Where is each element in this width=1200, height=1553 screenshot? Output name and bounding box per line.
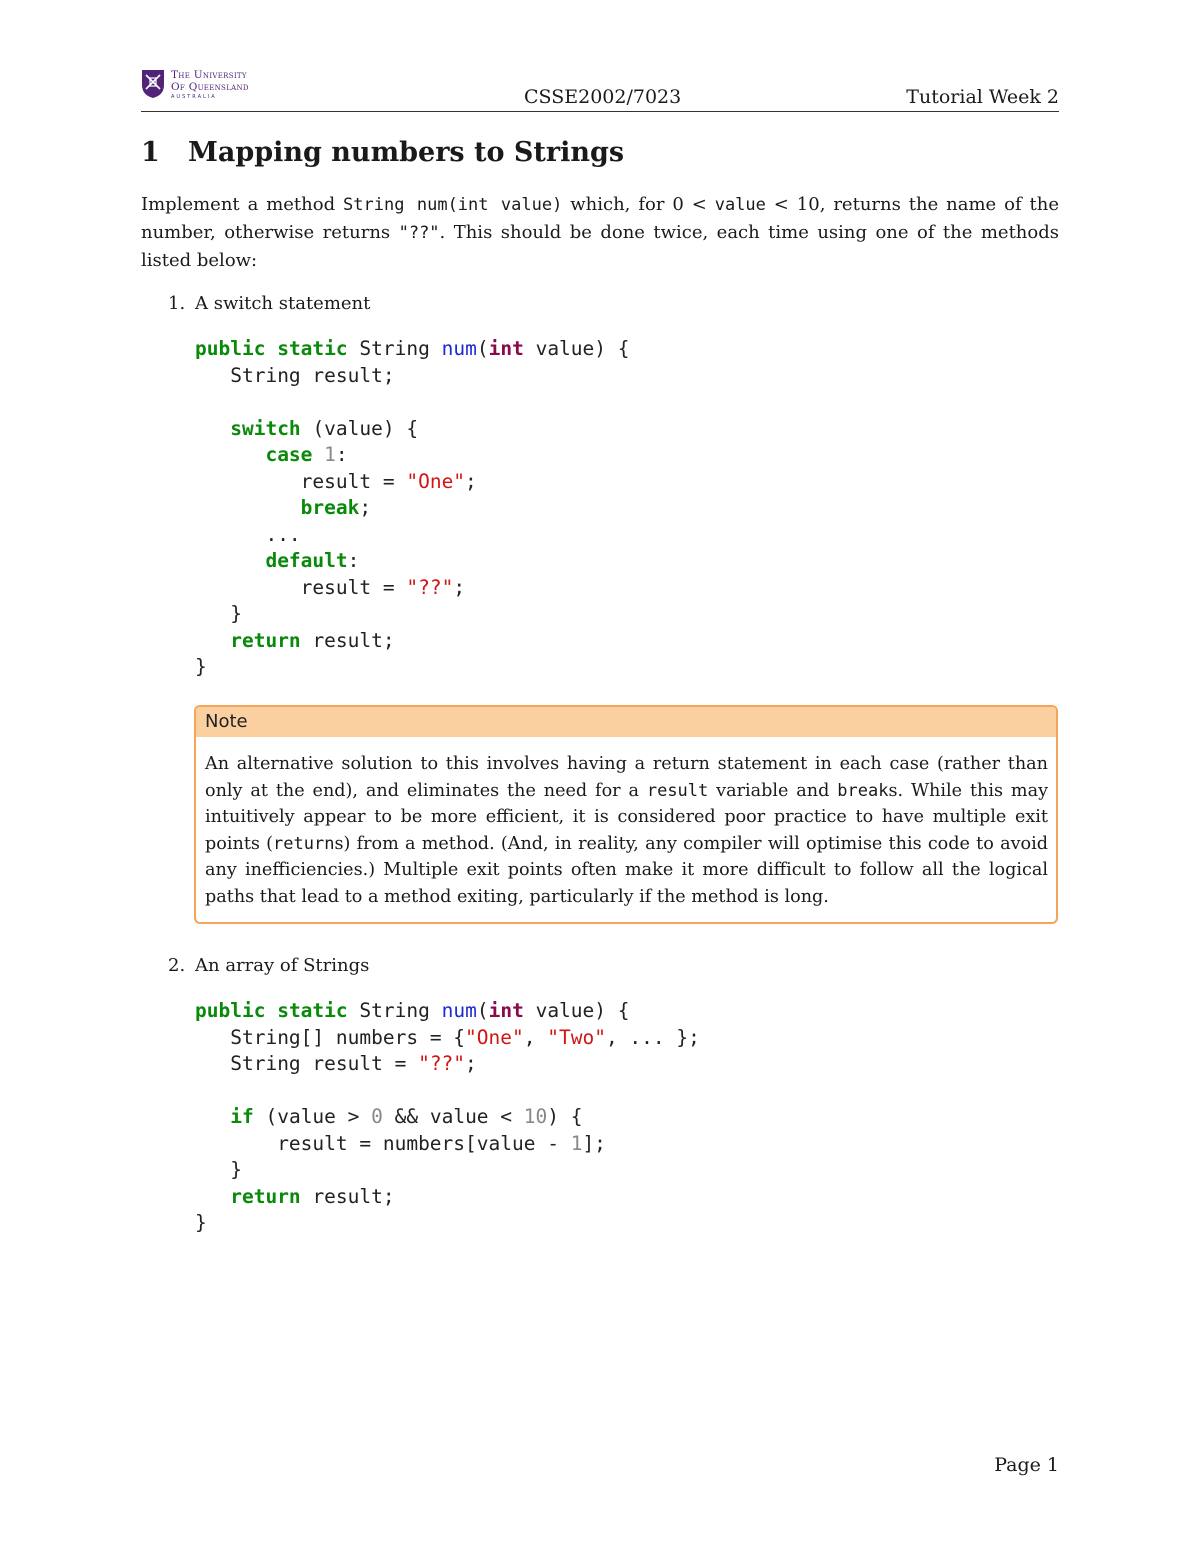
section-number: 1 <box>141 137 160 168</box>
logo-country: AUSTRALIA <box>171 94 217 100</box>
list-item-number: 2. <box>168 955 186 976</box>
logo-wordmark: The University Of Queensland <box>171 69 249 93</box>
code-block-array: public static String num(int value) { String[] numbers = {"One", "Two", ... }; String result = "??"; if (value > 0 && value < 10) { result = numbers[value - 1]; } return result; } <box>195 999 700 1234</box>
page-number: Page 1 <box>994 1454 1059 1476</box>
code-block-switch: public static String num(int value) { String result; switch (value) { case 1: result = "One"; break; ... default: result = "??"; } return result; } <box>195 337 630 678</box>
list-item-number: 1. <box>168 293 186 314</box>
note-title: Note <box>196 707 1056 737</box>
note-box <box>194 705 1058 924</box>
tutorial-week: Tutorial Week 2 <box>906 86 1059 108</box>
crest-icon <box>141 69 165 99</box>
list-item-label: A switch statement <box>195 293 371 314</box>
section-title: Mapping numbers to Strings <box>188 137 625 168</box>
intro-paragraph: Implement a method String num(int value) which, for 0 < value < 10, returns the name of the number, otherwise returns "??". This should be done twice, each time using one of the methods listed below: <box>141 194 1059 271</box>
university-logo <box>141 69 261 105</box>
course-code: CSSE2002/7023 <box>524 86 682 108</box>
header-rule <box>141 111 1059 112</box>
note-body: An alternative solution to this involves having a return statement in each case (rather than only at the end), and eliminates the need for a result variable and breaks. While this may intuitively appear to be more efficient, it is considered poor practice to have multiple exit points (returns) from a method. (And, in reality, any compiler will optimise this code to avoid any inefficiencies.) Multiple exit points often make it more difficult to follow all the logical paths that lead to a method exiting, particularly if the method is long. <box>205 754 1049 907</box>
list-item-label: An array of Strings <box>195 955 370 976</box>
